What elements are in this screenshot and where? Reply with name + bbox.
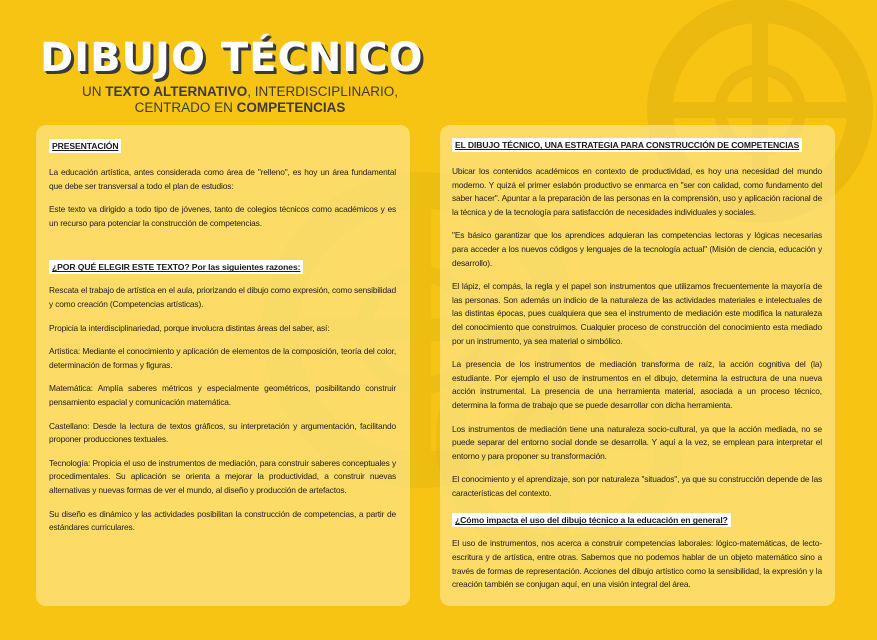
- paragraph: Rescata el trabajo de artística en el aula, priorizando el dibujo como expresión, como sensibilidad y como creación (Competencias artísticas).: [49, 285, 396, 309]
- section-heading: ¿POR QUÉ ELEGIR ESTE TEXTO? Por las siguientes razones:: [49, 260, 303, 274]
- paragraph: Artística: Mediante el conocimiento y aplicación de elementos de la composición, teoría del color, determinación de formas y figuras.: [49, 346, 396, 370]
- paragraph: Su diseño es dinámico y las actividades posibilitan la construcción de competencias, a partir de estándares curriculares.: [49, 508, 396, 533]
- paragraph: Matemática: Amplía saberes métricos y especialmente geométricos, posibilitando construir pensamiento espacial y comunicación matemática.: [49, 383, 396, 407]
- paragraph: El lápiz, el compás, la regla y el papel son instrumentos que utilizamos frecuentemente la mayoría de las personas. Son además un indicio de la naturaleza de las actividades materiales e intelectuales de las distintas épocas, pues cualquiera que sea el instrumento de mediación este modifica la naturaleza del conocimiento que construimos. Cualquier proceso de construcción del conocimiento esta mediado por un instrumento, ya sea material o simbólico.: [452, 281, 822, 346]
- paragraph: "Es básico garantizar que los aprendices adquieran las competencias lectoras y lógicas necesarias para acceder a los nuevos códigos y lenguajes de la tecnología actual" (Misión de ciencia, educación y desarrollo).: [452, 230, 822, 268]
- paragraph: Este texto va dirigido a todo tipo de jóvenes, tanto de colegios técnicos como académicos y es un recurso para potenciar la construcción de competencias.: [49, 204, 396, 228]
- page-title: DIBUJO TÉCNICO: [40, 35, 424, 81]
- section-heading: ¿Cómo impacta el uso del dibujo técnico a la educación en general?: [452, 513, 731, 527]
- paragraph: Los instrumentos de mediación tiene una naturaleza socio-cultural, ya que la acción mediada, no se puede separar del entorno social donde se desarrolla. Y aquí a la vez, se emplean para interpretar el entorno y para proponer su transformación.: [452, 423, 822, 461]
- paragraph: Ubicar los contenidos académicos en contexto de productividad, es hoy una necesidad del mundo moderno. Y quizá el primer eslabón productivo se enmarca en "ser con calidad, como fundamento del saber hacer". Apuntar a la preparación de las personas en la comprensión, uso y aplicación racional de la técnica y de la tecnología para satisfacción de necesidades individuales y sociales.: [452, 166, 822, 217]
- paragraph: La educación artística, antes considerada como área de "relleno", es hoy un área fundamental que debe ser transversal a todo el plan de estudios:: [49, 167, 396, 191]
- paragraph: Castellano: Desde la lectura de textos gráficos, su interpretación y argumentación, facilitando proponer producciones textuales.: [49, 420, 396, 445]
- presentation-panel: [36, 125, 410, 606]
- paragraph: El uso de instrumentos, nos acerca a construir competencias laborales: lógico-matemáticas, de lecto-escritura y de artística, entre otras. Sabemos que no podemos hablar de un objeto matemático sino a través de formas de representación. Acciones del dibujo artístico como la sensibilidad, la expresión y la creación también se conjugan aquí, en una visión integral del área.: [452, 538, 822, 590]
- section-heading: EL DIBUJO TÉCNICO, UNA ESTRATEGIA PARA CONSTRUCCIÓN DE COMPETENCIAS: [452, 138, 802, 152]
- paragraph: La presencia de los instrumentos de mediación transforma de raíz, la acción cognitiva del (la) estudiante. Por ejemplo el uso de instrumentos en el dibujo, determina la estructura de una nueva acción instrumental. La presencia de una herramienta material, asociada a un proceso técnico, determina la forma de trabajo que se puede desarrollar con dicha herramienta.: [452, 359, 822, 410]
- paragraph: Propicia la interdisciplinariedad, porque involucra distintas áreas del saber, así:: [49, 322, 330, 333]
- section-heading: PRESENTACIÓN: [49, 139, 121, 153]
- paragraph: Tecnología: Propicia el uso de instrumentos de mediación, para construir saberes conceptuales y procedimentales. Su aplicación se orienta a mejorar la productividad, a construir nuevas alternativas y nuevas formas de ver el mundo, al diseño y producción de artefactos.: [49, 457, 396, 495]
- page-subtitle: UN TEXTO ALTERNATIVO, INTERDISCIPLINARIO, CENTRADO EN COMPETENCIAS: [81, 84, 399, 115]
- paragraph: El conocimiento y el aprendizaje, son por naturaleza "situados", ya que su construcción depende de las características del contexto.: [452, 474, 822, 498]
- strategy-panel: [440, 125, 835, 606]
